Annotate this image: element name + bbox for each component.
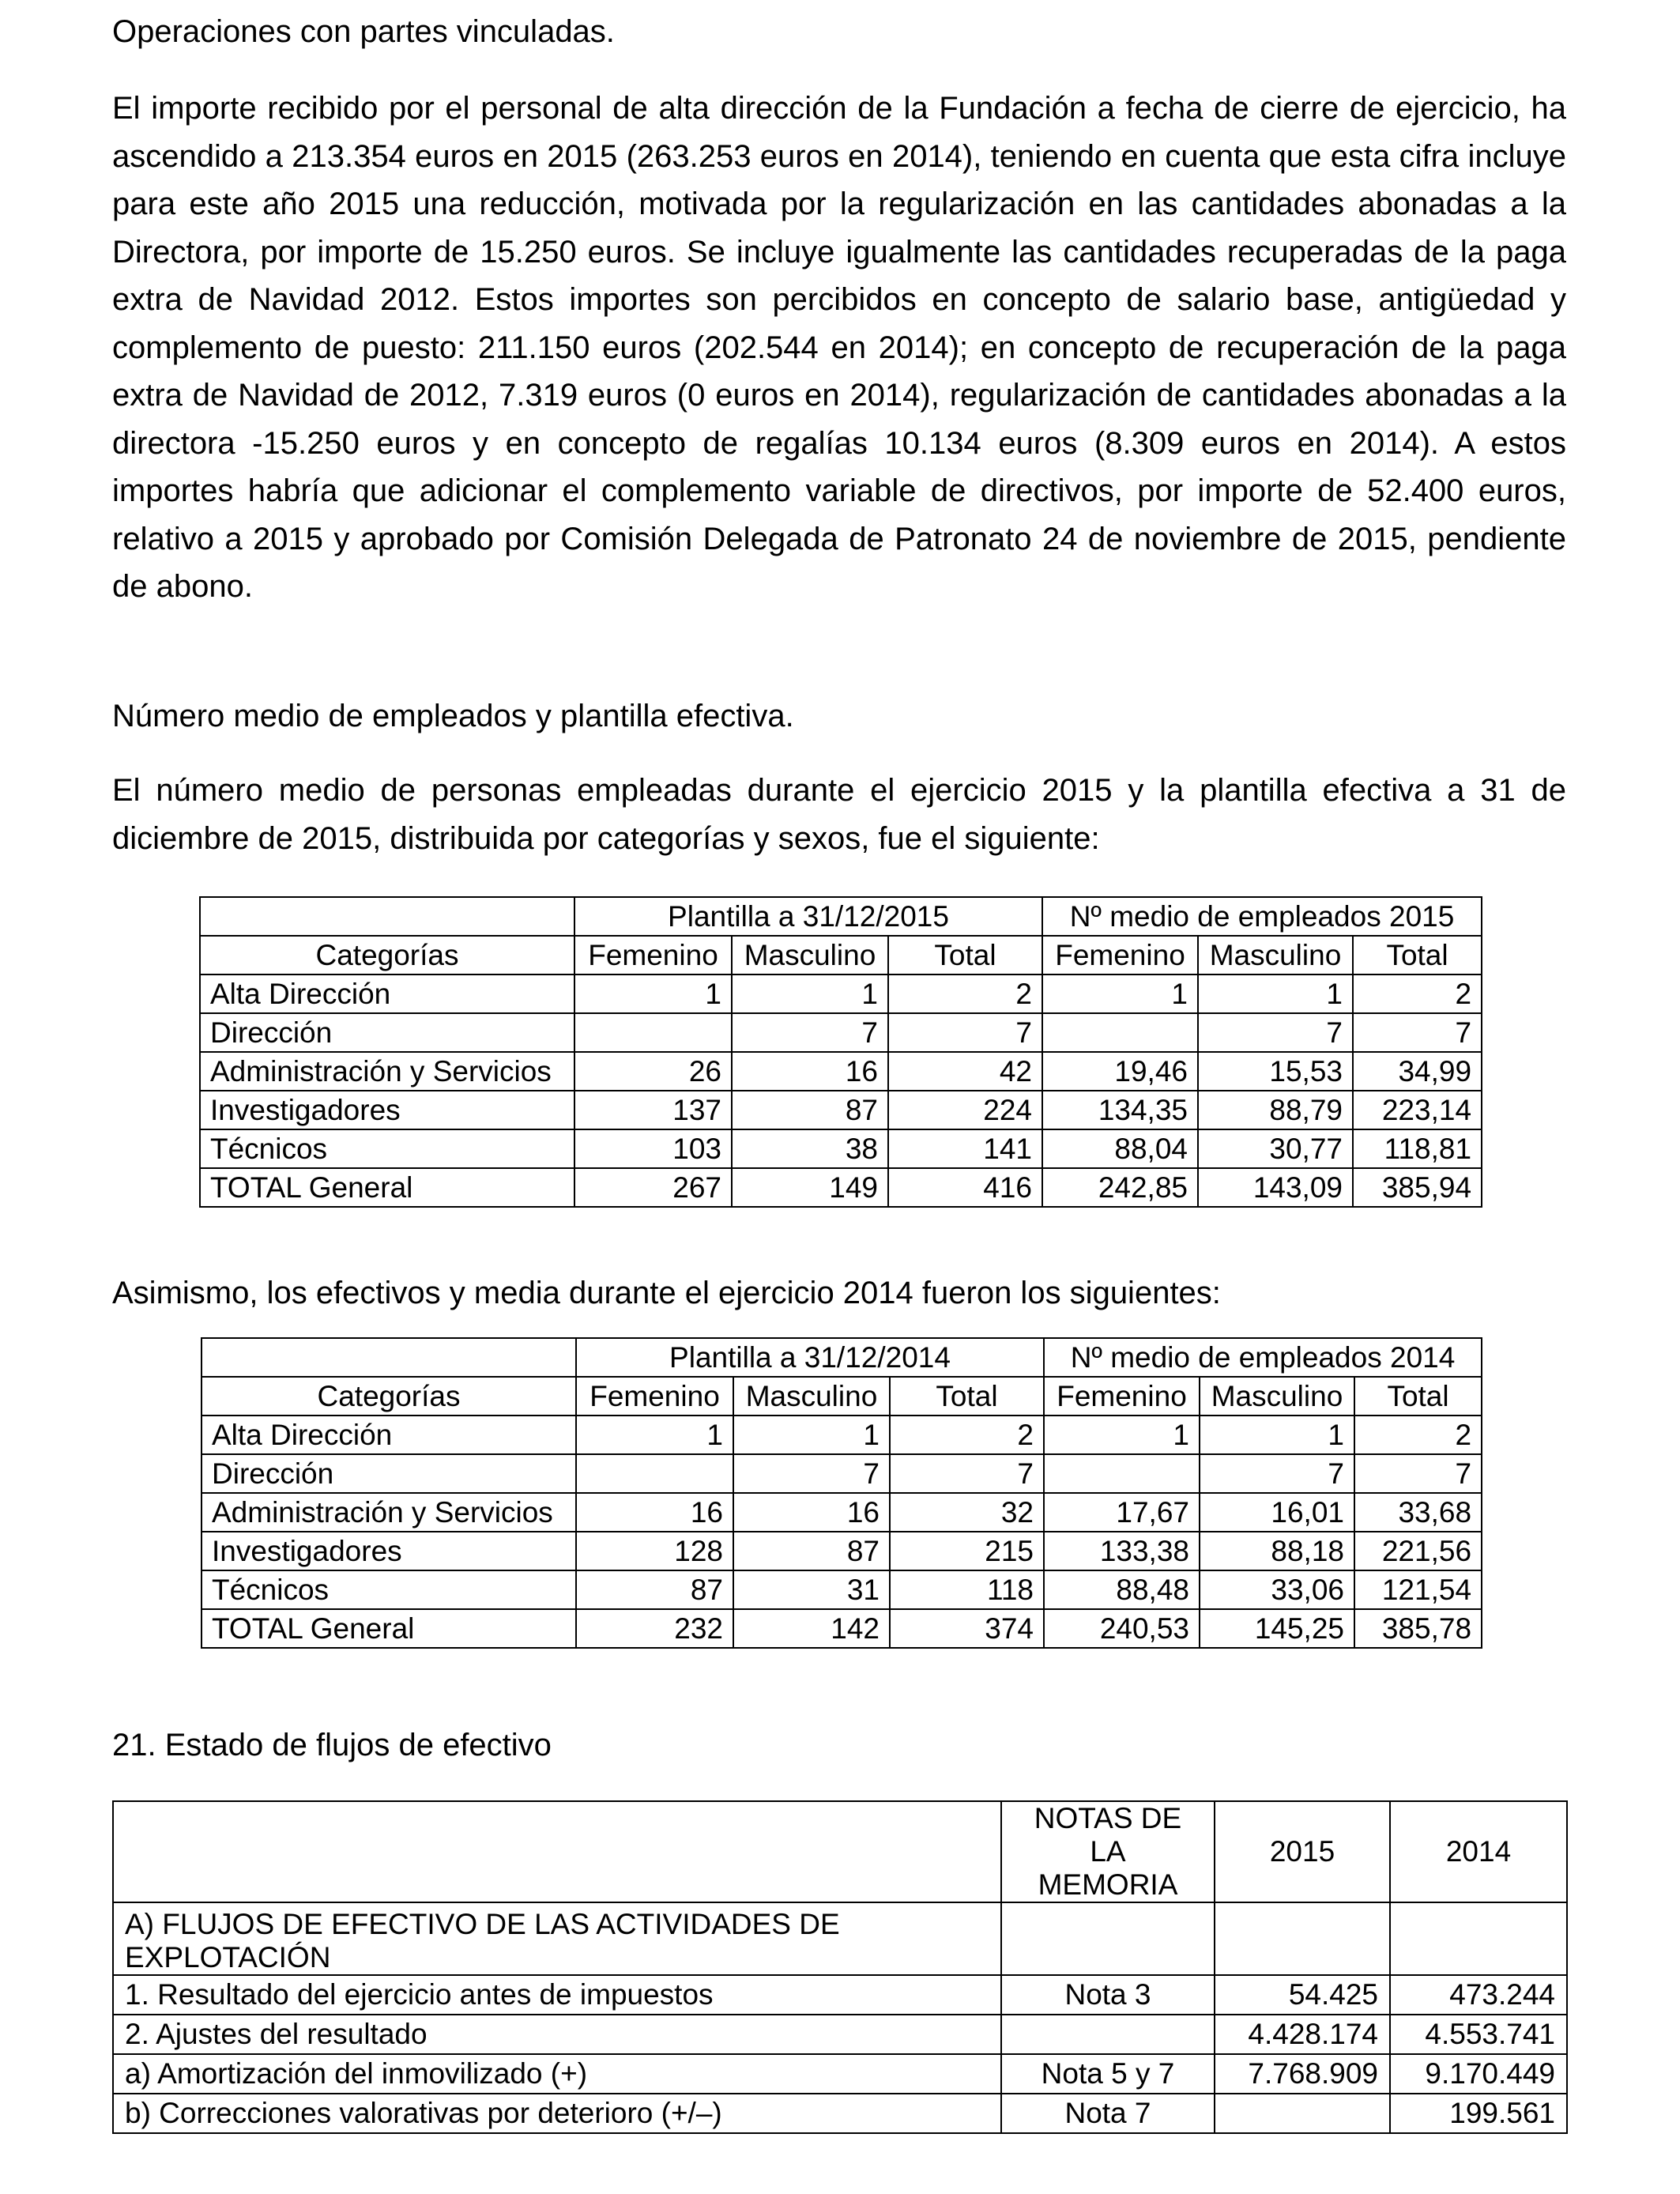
table-cell: 149 [732,1168,888,1207]
table-cell: 145,25 [1200,1609,1354,1648]
table-row [202,1570,1482,1609]
table-cell: 242,85 [1042,1168,1198,1207]
table-cell: 240,53 [1044,1609,1200,1648]
table-cell: Investigadores [200,1091,574,1129]
column-header: Masculino [733,1377,890,1416]
table-row [200,1013,1482,1052]
table-cell: 2 [888,974,1042,1013]
table-cell: 134,35 [1042,1091,1198,1129]
table-cell: TOTAL General [202,1609,576,1648]
table-cell [576,1454,733,1493]
table-row [202,1609,1482,1648]
heading-estado-flujos: 21. Estado de flujos de efectivo [112,1728,552,1762]
table-cell: 1. Resultado del ejercicio antes de impuestos [113,1975,1001,2015]
table-row [113,1902,1567,1975]
table-cell: 103 [574,1129,732,1168]
table-cell: 38 [732,1129,888,1168]
table-cell: 16 [732,1052,888,1091]
table-cell: 1 [1044,1416,1200,1454]
column-header: Masculino [1198,936,1353,974]
table-cell: 1 [1200,1416,1354,1454]
table-cell: A) FLUJOS DE EFECTIVO DE LAS ACTIVIDADES DE EXPLOTACIÓN [113,1902,1001,1975]
table-cell: 1 [576,1416,733,1454]
table-cell: 88,48 [1044,1570,1200,1609]
table-row [202,1416,1482,1454]
table-cell: 33,68 [1354,1493,1482,1532]
table-cell: 87 [732,1091,888,1129]
table-cell [574,1013,732,1052]
table-cell: 221,56 [1354,1532,1482,1570]
table-cell: 7 [890,1454,1044,1493]
column-header: Femenino [1042,936,1198,974]
group-header-plantilla: Plantilla a 31/12/2014 [576,1338,1044,1377]
table-cell: 4.553.741 [1390,2015,1567,2054]
column-header: Femenino [574,936,732,974]
table-row [113,2054,1567,2094]
table-row [113,2094,1567,2133]
table-cell: a) Amortización del inmovilizado (+) [113,2054,1001,2094]
table-cell: TOTAL General [200,1168,574,1207]
column-header-2014: 2014 [1390,1801,1567,1902]
table-cell: 87 [733,1532,890,1570]
table-cell: 7 [732,1013,888,1052]
table-cell [1390,1902,1567,1975]
group-header-medio: Nº medio de empleados 2015 [1042,897,1482,936]
table-cell: 1 [1042,974,1198,1013]
table-cell: 42 [888,1052,1042,1091]
group-header-plantilla: Plantilla a 31/12/2015 [574,897,1042,936]
table-cell: 7 [888,1013,1042,1052]
table-cell: 1 [733,1416,890,1454]
column-header: Total [888,936,1042,974]
table-cell: Dirección [200,1013,574,1052]
table-cell: 7 [1353,1013,1482,1052]
column-header: Masculino [1200,1377,1354,1416]
table-cell: 1 [1198,974,1353,1013]
table-cell: 416 [888,1168,1042,1207]
table-cell: 4.428.174 [1215,2015,1390,2054]
table-cell: 232 [576,1609,733,1648]
table-cell: Técnicos [200,1129,574,1168]
table-cell: 7 [1354,1454,1482,1493]
table-header-row [200,897,1482,936]
table-header-row [113,1801,1567,1902]
table-plantilla-2015 [199,896,1482,1208]
table-cell: 142 [733,1609,890,1648]
table-cell: 16 [576,1493,733,1532]
paragraph-empleados-2015: El número medio de personas empleadas durante el ejercicio 2015 y la plantilla efectiva a 31 de diciembre de 2015, distribuida por categorías y sexos, fue el siguiente: [112,773,1566,856]
table-cell: 34,99 [1353,1052,1482,1091]
table-cell: 87 [576,1570,733,1609]
table-cell: 26 [574,1052,732,1091]
table-header-row [200,936,1482,974]
table-row [200,1168,1482,1207]
column-header-2015: 2015 [1215,1801,1390,1902]
table-row [113,2015,1567,2054]
table-cell: Dirección [202,1454,576,1493]
table-cell: 88,18 [1200,1532,1354,1570]
table-cell: 30,77 [1198,1129,1353,1168]
table-row [202,1493,1482,1532]
table-cell [1001,1902,1215,1975]
table-cell: 374 [890,1609,1044,1648]
table-cell: 33,06 [1200,1570,1354,1609]
heading-operaciones-vinculadas: Operaciones con partes vinculadas. [112,14,615,49]
table-cell: 9.170.449 [1390,2054,1567,2094]
table-cell: 143,09 [1198,1168,1353,1207]
column-header: Femenino [1044,1377,1200,1416]
table-cell: 19,46 [1042,1052,1198,1091]
table-cell: 7 [1200,1454,1354,1493]
table-cell: 16 [733,1493,890,1532]
table-cell: Nota 5 y 7 [1001,2054,1215,2094]
table-cell: 223,14 [1353,1091,1482,1129]
heading-numero-medio-empleados: Número medio de empleados y plantilla efectiva. [112,699,794,733]
table-cell: 2 [1354,1416,1482,1454]
column-header: Categorías [202,1377,576,1416]
column-header: Femenino [576,1377,733,1416]
table-cell: 199.561 [1390,2094,1567,2133]
table-cell: 121,54 [1354,1570,1482,1609]
table-cell: 88,79 [1198,1091,1353,1129]
paragraph-alta-direccion: El importe recibido por el personal de alta dirección de la Fundación a fecha de cierre de ejercicio, ha ascendido a 213.354 euros en 2015 (263.253 euros en 2014), teniendo en cuenta que esta cifra incluye para este año 2015 una reducción, motivada por la regularización en las cantidades abonadas a la Directora, por importe de 15.250 euros. Se incluye igualmente las cantidades recuperadas de la paga extra de Navidad 2012. Estos importes son percibidos en concepto de salario base, antigüedad y complemento de puesto: 211.150 euros (202.544 en 2014); en concepto de recuperación de la paga extra de Navidad de 2012, 7.319 euros (0 euros en 2014), regularización de cantidades abonadas a la directora -15.250 euros y en concepto de regalías 10.134 euros (8.309 euros en 2014). A estos importes habría que adicionar el complemento variable de directivos, por importe de 52.400 euros, relativo a 2015 y aprobado por Comisión Delegada de Patronato 24 de noviembre de 2015, pendiente de abono. [112,91,1566,604]
table-cell: 224 [888,1091,1042,1129]
table-flujos-efectivo [112,1800,1568,2134]
table-cell: 385,94 [1353,1168,1482,1207]
table-cell: Administración y Servicios [200,1052,574,1091]
column-header: Categorías [200,936,574,974]
table-row [200,974,1482,1013]
table-cell: 7 [733,1454,890,1493]
table-header-row [202,1338,1482,1377]
table-cell: Nota 7 [1001,2094,1215,2133]
table-cell: Alta Dirección [200,974,574,1013]
table-cell: 118 [890,1570,1044,1609]
table-cell: Alta Dirección [202,1416,576,1454]
paragraph-efectivos-2014: Asimismo, los efectivos y media durante el ejercicio 2014 fueron los siguientes: [112,1276,1221,1310]
table-cell: 2 [890,1416,1044,1454]
table-cell [1215,2094,1390,2133]
table-cell: Administración y Servicios [202,1493,576,1532]
table-cell: 16,01 [1200,1493,1354,1532]
table-cell: 141 [888,1129,1042,1168]
table-cell [1042,1013,1198,1052]
table-row [200,1091,1482,1129]
table-row [113,1975,1567,2015]
table-cell: 267 [574,1168,732,1207]
column-header: Total [1354,1377,1482,1416]
table-cell: 7 [1198,1013,1353,1052]
table-cell: 128 [576,1532,733,1570]
table-cell: 88,04 [1042,1129,1198,1168]
table-plantilla-2014 [201,1337,1482,1649]
column-header: Masculino [732,936,888,974]
table-cell: 1 [574,974,732,1013]
table-cell: 54.425 [1215,1975,1390,2015]
table-cell: Nota 3 [1001,1975,1215,2015]
table-row [202,1454,1482,1493]
column-header-notas: NOTAS DE LA MEMORIA [1001,1801,1215,1902]
table-cell [1215,1902,1390,1975]
table-cell: 215 [890,1532,1044,1570]
table-cell: 1 [732,974,888,1013]
header-blank-cell [202,1338,576,1377]
table-row [200,1052,1482,1091]
table-header-row [202,1377,1482,1416]
header-blank-cell [113,1801,1001,1902]
table-row [200,1129,1482,1168]
header-blank-cell [200,897,574,936]
table-cell: 7.768.909 [1215,2054,1390,2094]
table-cell: 2 [1353,974,1482,1013]
table-cell: 137 [574,1091,732,1129]
table-cell: 15,53 [1198,1052,1353,1091]
table-cell: 17,67 [1044,1493,1200,1532]
table-cell: 385,78 [1354,1609,1482,1648]
table-cell [1044,1454,1200,1493]
table-cell: 473.244 [1390,1975,1567,2015]
table-cell: 133,38 [1044,1532,1200,1570]
group-header-medio: Nº medio de empleados 2014 [1044,1338,1482,1377]
table-cell: 118,81 [1353,1129,1482,1168]
table-cell: 32 [890,1493,1044,1532]
table-cell: 2. Ajustes del resultado [113,2015,1001,2054]
table-cell [1001,2015,1215,2054]
table-row [202,1532,1482,1570]
column-header: Total [890,1377,1044,1416]
table-cell: b) Correcciones valorativas por deterioro (+/–) [113,2094,1001,2133]
table-cell: 31 [733,1570,890,1609]
table-cell: Técnicos [202,1570,576,1609]
column-header: Total [1353,936,1482,974]
table-cell: Investigadores [202,1532,576,1570]
